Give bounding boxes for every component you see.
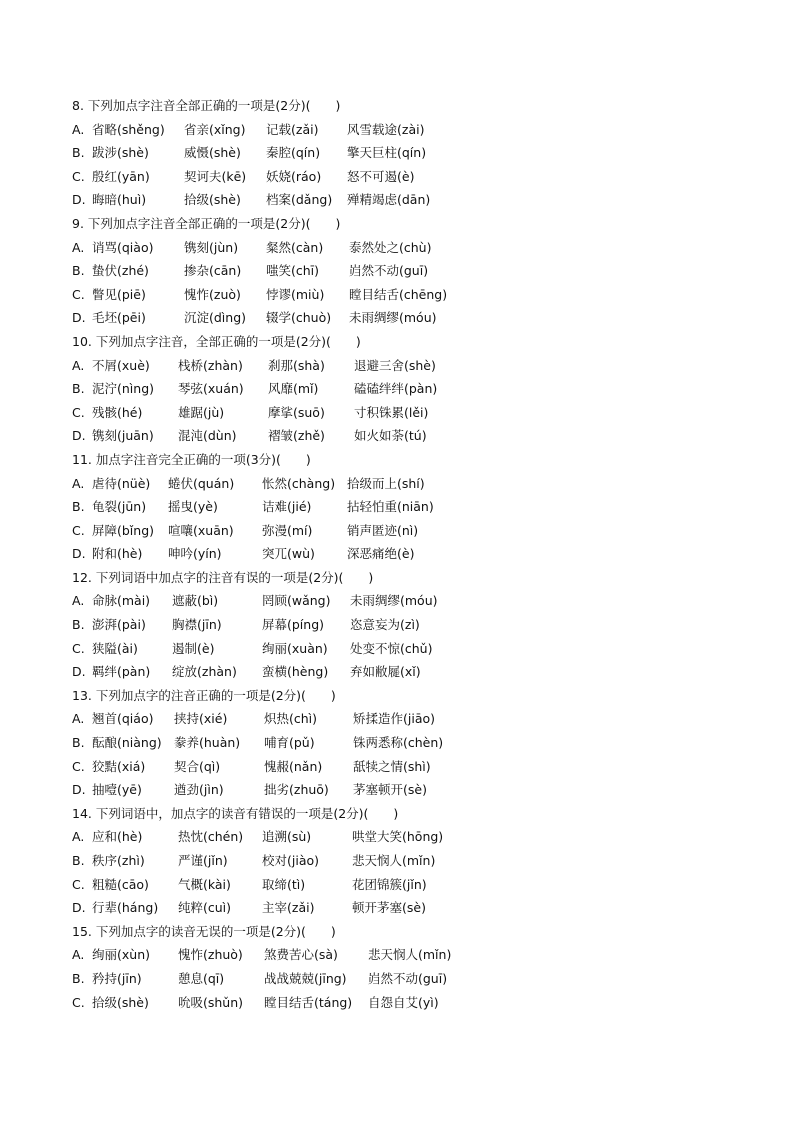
option-word: 殷红(yān)	[92, 168, 150, 184]
option-word: 岿然不动(guī)	[368, 970, 448, 986]
option-word: 擎天巨柱(qín)	[347, 145, 427, 161]
option-word: 蛰伏(zhé)	[92, 263, 149, 279]
option-word: 瞠目结舌(chēng)	[349, 286, 448, 302]
option-letter: D.	[72, 192, 86, 208]
option-word: 沉淀(dìng)	[184, 310, 247, 326]
option-letter: B.	[72, 853, 85, 868]
option-word: 摩挲(suō)	[268, 404, 325, 420]
option-word: 矜持(jīn)	[92, 970, 142, 986]
option-word: 瞠目结舌(táng)	[264, 994, 353, 1010]
option-word: 主宰(zǎi)	[262, 900, 315, 916]
option-word: 虐待(nüè)	[92, 475, 151, 491]
question-block	[72, 212, 752, 330]
option-word: 殚精竭虑(dān)	[347, 192, 431, 208]
option-word: 弃如敝屣(xǐ)	[350, 664, 421, 680]
option-letter: C.	[72, 876, 85, 892]
option-word: 自怨自艾(yì)	[368, 994, 439, 1010]
question-block	[72, 94, 752, 212]
answer-option	[72, 519, 752, 543]
option-letter: D.	[72, 310, 86, 326]
option-word: 栈桥(zhàn)	[178, 357, 243, 373]
option-word: 风雪载途(zài)	[347, 121, 425, 137]
answer-option	[72, 731, 752, 755]
option-word: 瞥见(piē)	[92, 286, 146, 302]
option-word: 哺育(pǔ)	[264, 735, 315, 751]
option-letter: B.	[72, 617, 85, 633]
option-word: 憩息(qī)	[178, 970, 225, 986]
option-word: 掺杂(cān)	[184, 263, 242, 279]
option-word: 蜷伏(quán)	[168, 475, 235, 491]
option-word: 愧怍(zuò)	[184, 286, 241, 302]
option-word: 纯粹(cuì)	[178, 900, 232, 916]
option-word: 毛坯(pēi)	[92, 310, 146, 326]
question-block	[72, 920, 752, 1014]
option-letter: A.	[72, 357, 85, 373]
option-word: 岿然不动(guī)	[349, 263, 429, 279]
answer-option	[72, 165, 752, 189]
question-title: 10. 下列加点字注音，全部正确的一项是(2分)( )	[72, 333, 361, 349]
option-word: 威慑(shè)	[184, 145, 241, 161]
option-word: 如火如荼(tú)	[354, 428, 427, 444]
option-word: 不屑(xuè)	[92, 357, 150, 373]
option-word: 跋涉(shè)	[92, 145, 149, 161]
option-word: 突兀(wù)	[262, 546, 315, 562]
option-letter: C.	[72, 640, 85, 656]
question-title: 11. 加点字注音完全正确的一项(3分)( )	[72, 451, 311, 467]
option-letter: A.	[72, 711, 85, 727]
option-letter: D.	[72, 546, 86, 562]
option-word: 遮蔽(bì)	[172, 593, 219, 609]
option-word: 追溯(sù)	[262, 829, 312, 845]
option-word: 煞费苦心(sà)	[264, 947, 338, 963]
option-word: 绚丽(xuàn)	[262, 640, 328, 656]
option-word: 处变不惊(chǔ)	[350, 640, 433, 656]
option-word: 茅塞顿开(sè)	[353, 782, 427, 798]
option-word: 怅然(chàng)	[262, 475, 336, 491]
option-word: 罔顾(wǎng)	[262, 593, 331, 609]
answer-option	[72, 849, 752, 873]
option-word: 绚丽(xùn)	[92, 947, 150, 963]
option-word: 遏制(è)	[172, 640, 215, 656]
option-word: 应和(hè)	[92, 829, 143, 845]
option-letter: B.	[72, 499, 85, 515]
answer-option	[72, 943, 752, 967]
answer-option	[72, 707, 752, 731]
question-block	[72, 684, 752, 802]
question-block	[72, 330, 752, 448]
option-word: 诮骂(qiào)	[92, 239, 154, 255]
option-word: 狡黠(xiá)	[92, 758, 146, 774]
answer-option	[72, 259, 752, 283]
option-word: 档案(dǎng)	[266, 192, 333, 208]
answer-option	[72, 991, 752, 1015]
answer-option	[72, 896, 752, 920]
answer-option	[72, 755, 752, 779]
option-word: 行辈(háng)	[92, 900, 159, 916]
option-word: 深恶痛绝(è)	[347, 546, 415, 562]
option-word: 记载(zǎi)	[266, 121, 319, 137]
option-letter: D.	[72, 664, 86, 680]
option-word: 校对(jiào)	[262, 853, 320, 868]
answer-option	[72, 377, 752, 401]
option-word: 拙劣(zhuō)	[264, 782, 329, 798]
answer-option	[72, 495, 752, 519]
option-word: 拾级(shè)	[92, 994, 149, 1010]
answer-option	[72, 967, 752, 991]
answer-option	[72, 542, 752, 566]
option-word: 混沌(dùn)	[178, 428, 237, 444]
option-letter: B.	[72, 970, 85, 986]
option-word: 拾级(shè)	[184, 192, 241, 208]
option-letter: D.	[72, 428, 86, 444]
option-word: 命脉(mài)	[92, 593, 151, 609]
option-word: 镌刻(jùn)	[184, 239, 239, 255]
option-word: 嗤笑(chī)	[266, 263, 320, 279]
option-word: 绽放(zhàn)	[172, 664, 237, 680]
option-word: 炽热(chì)	[264, 711, 318, 727]
option-word: 呻吟(yín)	[168, 546, 222, 562]
option-word: 辍学(chuò)	[266, 310, 332, 326]
option-word: 气概(kài)	[178, 876, 231, 892]
option-word: 愧赧(nǎn)	[264, 758, 323, 774]
question-block	[72, 566, 752, 684]
option-word: 契诃夫(kē)	[184, 168, 247, 184]
option-word: 寸积铢累(lěi)	[354, 404, 429, 420]
answer-option	[72, 354, 752, 378]
option-word: 拈轻怕重(niān)	[347, 499, 434, 515]
option-word: 战战兢兢(jīng)	[264, 970, 347, 986]
option-word: 取缔(tì)	[262, 876, 306, 892]
option-letter: A.	[72, 121, 85, 137]
option-word: 诘难(jié)	[262, 499, 312, 515]
question-list	[72, 94, 752, 1014]
answer-option	[72, 306, 752, 330]
answer-option	[72, 637, 752, 661]
option-letter: A.	[72, 475, 85, 491]
option-word: 怒不可遏(è)	[347, 168, 415, 184]
option-word: 契合(qì)	[174, 758, 221, 774]
answer-option	[72, 472, 752, 496]
option-word: 拾级而上(shí)	[347, 475, 425, 491]
option-letter: B.	[72, 145, 85, 161]
option-word: 恣意妄为(zì)	[350, 617, 420, 633]
option-word: 镌刻(juān)	[92, 428, 154, 444]
option-letter: B.	[72, 735, 85, 751]
option-word: 蛮横(hèng)	[262, 664, 329, 680]
option-word: 泰然处之(chù)	[349, 239, 432, 255]
answer-option	[72, 188, 752, 212]
option-word: 澎湃(pài)	[92, 617, 146, 633]
option-word: 晦暗(huì)	[92, 192, 147, 208]
option-word: 花团锦簇(jǐn)	[352, 876, 427, 892]
option-word: 翘首(qiáo)	[92, 711, 154, 727]
option-letter: C.	[72, 758, 85, 774]
answer-option	[72, 660, 752, 684]
option-letter: C.	[72, 286, 85, 302]
option-word: 严谨(jǐn)	[178, 853, 228, 868]
option-word: 雄踞(jù)	[178, 404, 225, 420]
option-word: 未雨绸缪(móu)	[349, 310, 437, 326]
option-word: 褶皱(zhě)	[268, 428, 325, 444]
option-word: 风靡(mǐ)	[268, 381, 319, 397]
option-letter: B.	[72, 381, 85, 397]
question-title: 9. 下列加点字注音全部正确的一项是(2分)( )	[72, 215, 341, 231]
option-letter: C.	[72, 994, 85, 1010]
option-letter: D.	[72, 782, 86, 798]
option-letter: C.	[72, 168, 85, 184]
option-word: 矫揉造作(jiāo)	[353, 711, 436, 727]
option-word: 粗糙(cāo)	[92, 876, 149, 892]
option-letter: A.	[72, 829, 85, 845]
option-letter: A.	[72, 593, 85, 609]
option-word: 悖谬(miù)	[266, 286, 325, 302]
answer-option	[72, 825, 752, 849]
answer-option	[72, 873, 752, 897]
option-letter: A.	[72, 239, 85, 255]
option-word: 豢养(huàn)	[174, 735, 241, 751]
option-word: 琴弦(xuán)	[178, 381, 244, 397]
option-word: 屏障(bǐng)	[92, 522, 155, 538]
option-word: 粲然(càn)	[266, 239, 324, 255]
question-title: 12. 下列词语中加点字的注音有误的一项是(2分)( )	[72, 569, 374, 585]
option-word: 愧怍(zhuò)	[178, 947, 243, 963]
option-word: 磕磕绊绊(pàn)	[354, 381, 438, 397]
question-block	[72, 448, 752, 566]
option-word: 铢两悉称(chèn)	[353, 735, 444, 751]
answer-option	[72, 778, 752, 802]
option-word: 未雨绸缪(móu)	[350, 593, 438, 609]
option-word: 摇曳(yè)	[168, 499, 218, 515]
option-word: 妖娆(ráo)	[266, 168, 322, 184]
option-word: 抽噎(yē)	[92, 782, 142, 798]
answer-option	[72, 401, 752, 425]
option-word: 泥泞(nìng)	[92, 381, 155, 397]
option-letter: A.	[72, 947, 85, 963]
answer-option	[72, 589, 752, 613]
question-title: 15. 下列加点字的读音无误的一项是(2分)( )	[72, 923, 336, 939]
answer-option	[72, 613, 752, 637]
option-word: 顿开茅塞(sè)	[352, 900, 426, 916]
option-letter: C.	[72, 404, 85, 420]
option-word: 悲天悯人(mǐn)	[368, 947, 452, 963]
option-word: 销声匿迹(nì)	[347, 522, 419, 538]
option-word: 挟持(xié)	[174, 711, 228, 727]
option-word: 羁绊(pàn)	[92, 664, 151, 680]
option-word: 悲天悯人(mǐn)	[352, 853, 436, 868]
option-word: 喧嚷(xuān)	[168, 522, 234, 538]
option-word: 省略(shěng)	[92, 121, 165, 137]
option-word: 屏幕(píng)	[262, 617, 325, 633]
option-word: 秩序(zhì)	[92, 853, 145, 868]
option-word: 热忱(chén)	[178, 829, 244, 845]
option-word: 胸襟(jīn)	[172, 617, 222, 633]
question-title: 14. 下列词语中，加点字的读音有错误的一项是(2分)( )	[72, 805, 399, 821]
option-word: 附和(hè)	[92, 546, 143, 562]
option-word: 遒劲(jìn)	[174, 782, 224, 798]
option-word: 退避三舍(shè)	[354, 357, 436, 373]
option-word: 吮吸(shǔn)	[178, 994, 244, 1010]
option-word: 刹那(shà)	[268, 357, 325, 373]
question-title: 8. 下列加点字注音全部正确的一项是(2分)( )	[72, 98, 341, 113]
option-word: 舐犊之情(shì)	[353, 758, 431, 774]
question-block	[72, 802, 752, 920]
option-letter: D.	[72, 900, 86, 916]
answer-option	[72, 283, 752, 307]
answer-option	[72, 141, 752, 165]
option-word: 龟裂(jūn)	[92, 499, 147, 515]
question-title: 13. 下列加点字的注音正确的一项是(2分)( )	[72, 687, 336, 703]
option-word: 省亲(xǐng)	[184, 121, 246, 137]
option-word: 秦腔(qín)	[266, 145, 321, 161]
option-word: 哄堂大笑(hōng)	[352, 829, 444, 845]
option-word: 残骸(hé)	[92, 404, 143, 420]
option-letter: B.	[72, 263, 85, 279]
option-word: 狭隘(ài)	[92, 640, 138, 656]
option-word: 弥漫(mí)	[262, 522, 313, 538]
answer-option	[72, 236, 752, 260]
option-letter: C.	[72, 522, 85, 538]
answer-option	[72, 424, 752, 448]
option-word: 酝酿(niàng)	[92, 735, 162, 751]
answer-option	[72, 118, 752, 142]
